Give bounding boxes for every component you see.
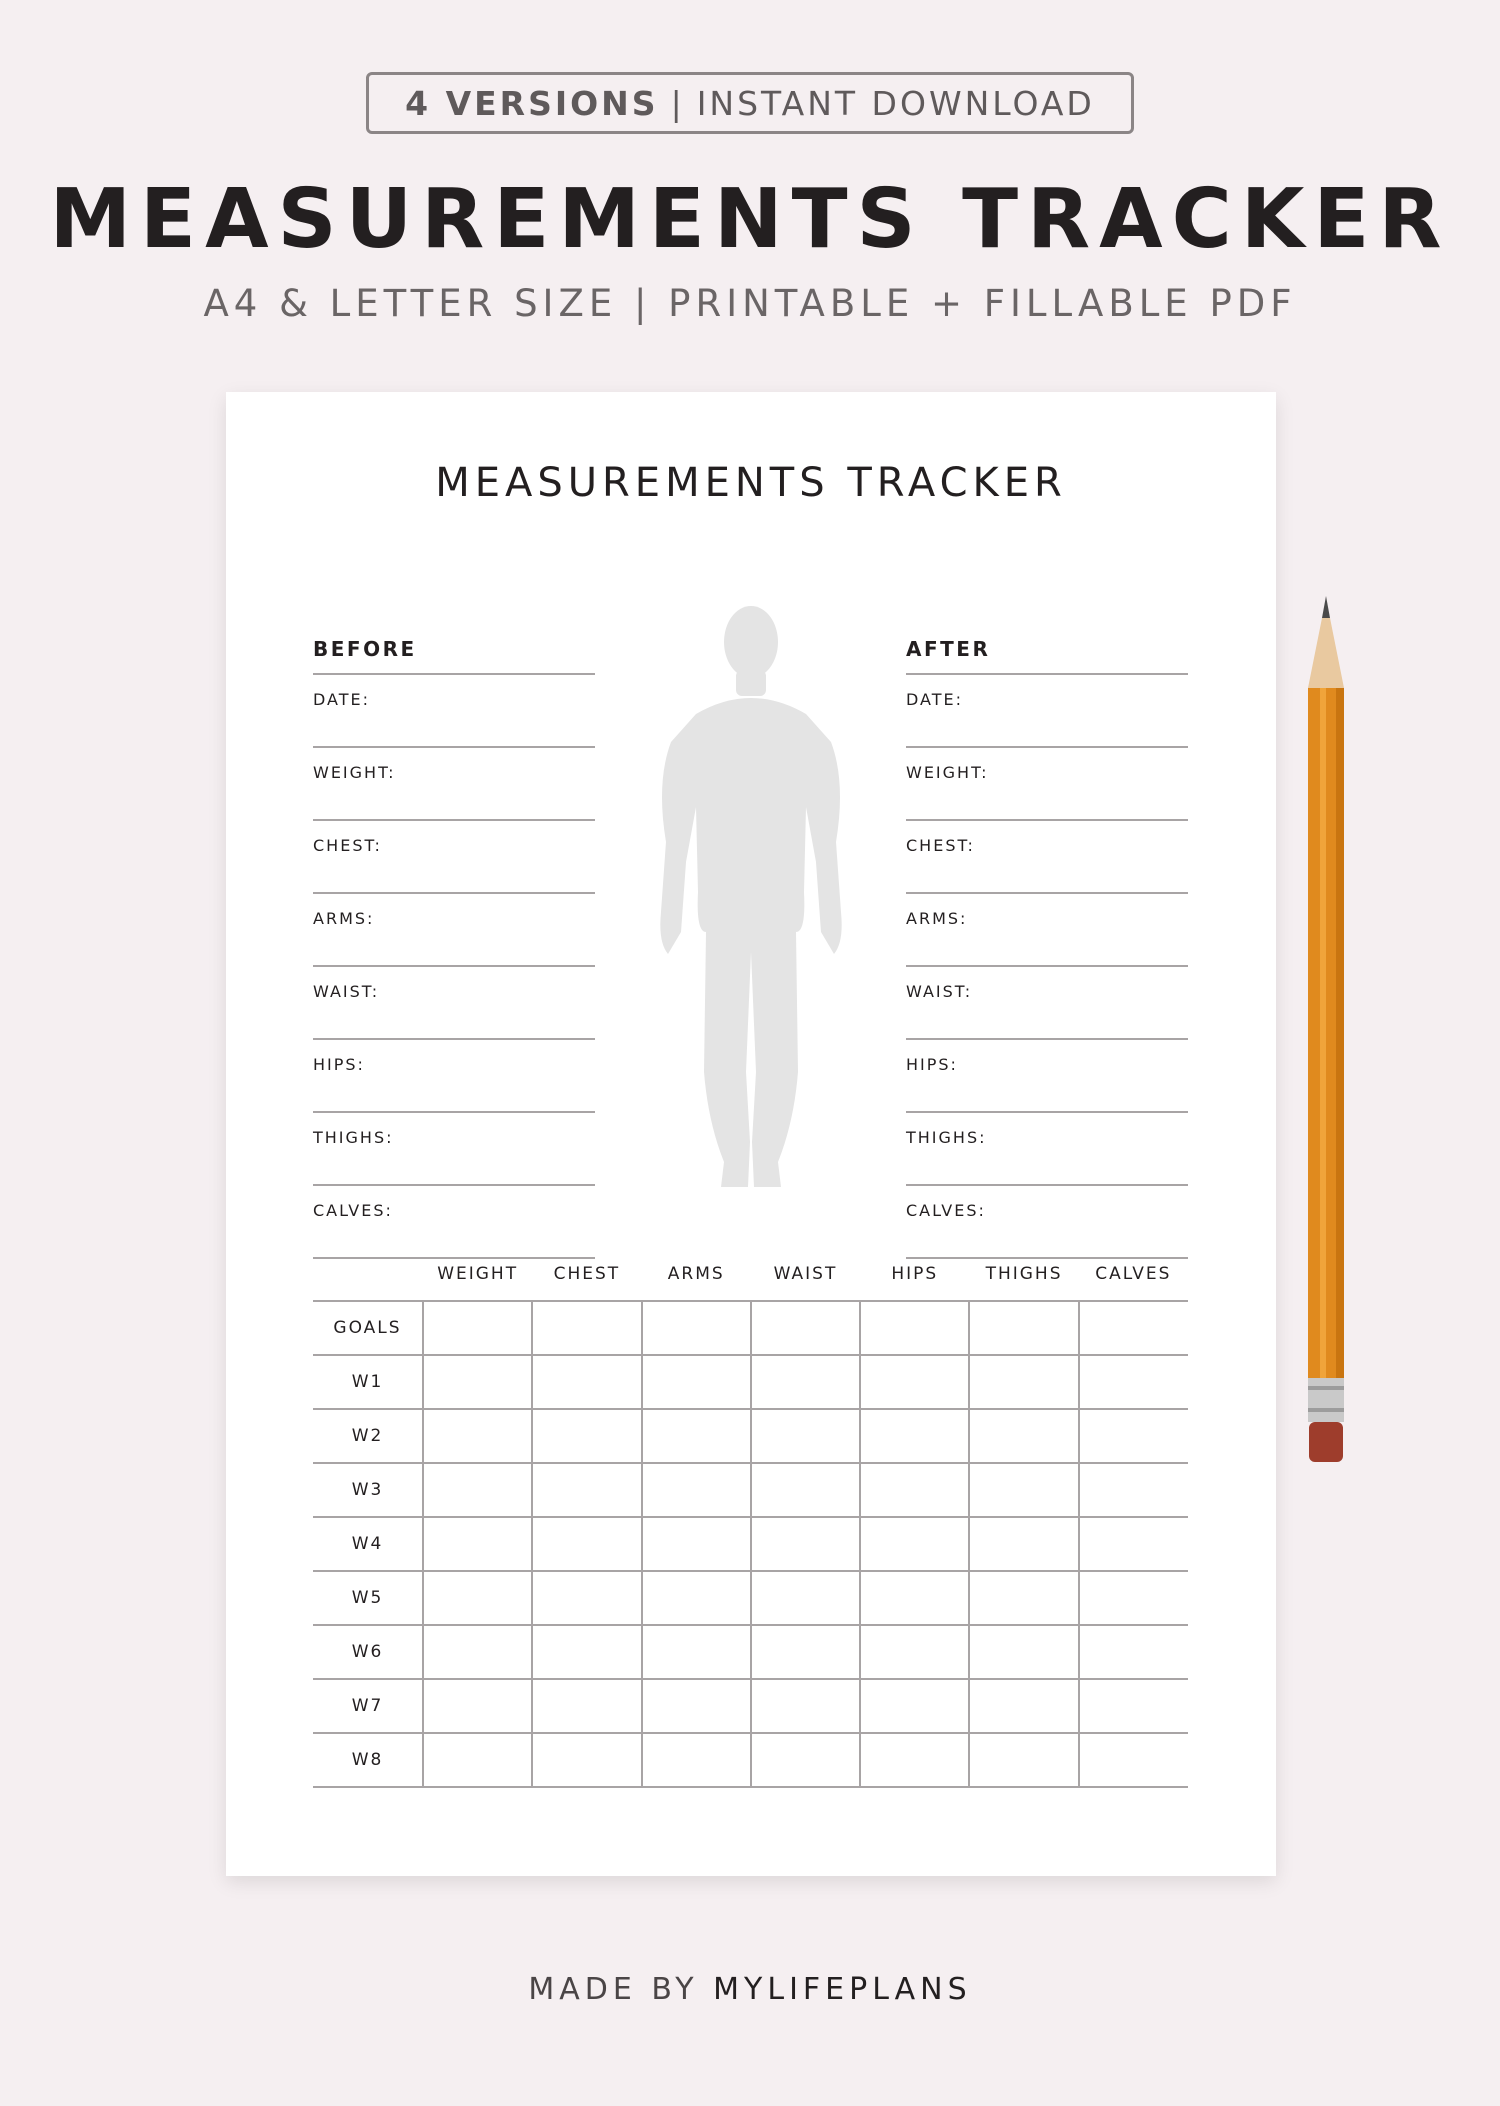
field-label: ARMS:	[906, 909, 968, 928]
before-field-weight[interactable]	[313, 748, 595, 821]
table-cell[interactable]	[423, 1355, 532, 1409]
row-label: W6	[313, 1625, 423, 1679]
table-cell[interactable]	[751, 1679, 860, 1733]
versions-badge	[366, 72, 1134, 134]
table-cell[interactable]	[423, 1517, 532, 1571]
table-cell[interactable]	[1079, 1355, 1188, 1409]
table-cell[interactable]	[860, 1679, 969, 1733]
table-cell[interactable]	[1079, 1571, 1188, 1625]
column-header-calves: CALVES	[1079, 1264, 1188, 1301]
after-field-calves[interactable]	[906, 1186, 1188, 1259]
table-cell[interactable]	[969, 1463, 1078, 1517]
table-cell[interactable]	[751, 1301, 860, 1355]
row-label: W5	[313, 1571, 423, 1625]
table-cell[interactable]	[532, 1571, 641, 1625]
table-cell[interactable]	[860, 1733, 969, 1787]
after-column	[906, 637, 1188, 1259]
table-cell[interactable]	[423, 1625, 532, 1679]
before-field-arms[interactable]	[313, 894, 595, 967]
table-row	[313, 1463, 1188, 1517]
field-label: CALVES:	[906, 1201, 986, 1220]
row-label: W4	[313, 1517, 423, 1571]
column-header-weight: WEIGHT	[423, 1264, 532, 1301]
table-row	[313, 1733, 1188, 1787]
badge-download-text: INSTANT DOWNLOAD	[696, 83, 1095, 123]
before-field-calves[interactable]	[313, 1186, 595, 1259]
row-label: GOALS	[313, 1301, 423, 1355]
table-cell[interactable]	[1079, 1301, 1188, 1355]
after-heading: AFTER	[906, 637, 1188, 675]
row-label: W2	[313, 1409, 423, 1463]
table-cell[interactable]	[860, 1517, 969, 1571]
page-title: MEASUREMENTS TRACKER	[49, 172, 1451, 267]
before-column	[313, 637, 595, 1259]
field-label: WEIGHT:	[313, 763, 396, 782]
table-cell[interactable]	[860, 1301, 969, 1355]
table-cell[interactable]	[751, 1733, 860, 1787]
table-cell[interactable]	[1079, 1733, 1188, 1787]
table-cell[interactable]	[642, 1355, 751, 1409]
field-label: CALVES:	[313, 1201, 393, 1220]
table-header-row	[313, 1264, 1188, 1301]
row-label: W8	[313, 1733, 423, 1787]
column-header-chest: CHEST	[532, 1264, 641, 1301]
footer-prefix: MADE BY	[528, 1972, 699, 2007]
field-label: DATE:	[313, 690, 371, 709]
column-header-waist: WAIST	[751, 1264, 860, 1301]
table-cell[interactable]	[969, 1733, 1078, 1787]
badge-versions-text: 4 VERSIONS	[405, 83, 659, 123]
table-row	[313, 1301, 1188, 1355]
table-row	[313, 1409, 1188, 1463]
before-field-thighs[interactable]	[313, 1113, 595, 1186]
table-cell[interactable]	[423, 1571, 532, 1625]
table-cell[interactable]	[860, 1571, 969, 1625]
table-cell[interactable]	[969, 1409, 1078, 1463]
table-cell[interactable]	[423, 1733, 532, 1787]
footer-credit	[0, 1972, 1500, 2007]
table-cell[interactable]	[532, 1301, 641, 1355]
table-cell[interactable]	[751, 1463, 860, 1517]
field-label: HIPS:	[313, 1055, 365, 1074]
table-cell[interactable]	[751, 1355, 860, 1409]
column-header-hips: HIPS	[860, 1264, 969, 1301]
table-cell[interactable]	[532, 1517, 641, 1571]
table-cell[interactable]	[751, 1409, 860, 1463]
table-cell[interactable]	[423, 1679, 532, 1733]
row-label: W1	[313, 1355, 423, 1409]
table-cell[interactable]	[1079, 1625, 1188, 1679]
table-row	[313, 1625, 1188, 1679]
table-cell[interactable]	[642, 1463, 751, 1517]
after-field-chest[interactable]	[906, 821, 1188, 894]
after-field-hips[interactable]	[906, 1040, 1188, 1113]
table-row	[313, 1355, 1188, 1409]
after-field-waist[interactable]	[906, 967, 1188, 1040]
field-label: CHEST:	[313, 836, 382, 855]
before-heading: BEFORE	[313, 637, 595, 675]
badge-separator: |	[670, 83, 685, 123]
table-cell[interactable]	[969, 1517, 1078, 1571]
before-field-chest[interactable]	[313, 821, 595, 894]
table-cell[interactable]	[969, 1625, 1078, 1679]
after-field-weight[interactable]	[906, 748, 1188, 821]
field-label: CHEST:	[906, 836, 975, 855]
row-label: W7	[313, 1679, 423, 1733]
column-header-blank	[313, 1264, 423, 1301]
tracker-sheet	[226, 392, 1276, 1876]
after-field-thighs[interactable]	[906, 1113, 1188, 1186]
field-label: DATE:	[906, 690, 964, 709]
table-cell[interactable]	[532, 1463, 641, 1517]
table-cell[interactable]	[1079, 1463, 1188, 1517]
table-cell[interactable]	[532, 1355, 641, 1409]
table-row	[313, 1679, 1188, 1733]
table-cell[interactable]	[969, 1571, 1078, 1625]
pencil-icon	[1306, 596, 1346, 1468]
after-field-date[interactable]	[906, 675, 1188, 748]
field-label: ARMS:	[313, 909, 375, 928]
page-subtitle: A4 & LETTER SIZE | PRINTABLE + FILLABLE PDF	[203, 282, 1297, 325]
table-cell[interactable]	[1079, 1409, 1188, 1463]
before-field-date[interactable]	[313, 675, 595, 748]
table-cell[interactable]	[642, 1517, 751, 1571]
field-label: THIGHS:	[906, 1128, 987, 1147]
table-cell[interactable]	[642, 1625, 751, 1679]
table-cell[interactable]	[642, 1571, 751, 1625]
table-cell[interactable]	[532, 1625, 641, 1679]
before-field-waist[interactable]	[313, 967, 595, 1040]
table-row	[313, 1517, 1188, 1571]
table-cell[interactable]	[860, 1409, 969, 1463]
table-cell[interactable]	[532, 1409, 641, 1463]
table-cell[interactable]	[642, 1733, 751, 1787]
row-label: W3	[313, 1463, 423, 1517]
table-cell[interactable]	[860, 1625, 969, 1679]
column-header-arms: ARMS	[642, 1264, 751, 1301]
before-field-hips[interactable]	[313, 1040, 595, 1113]
table-cell[interactable]	[751, 1571, 860, 1625]
table-cell[interactable]	[751, 1517, 860, 1571]
table-cell[interactable]	[860, 1355, 969, 1409]
table-cell[interactable]	[423, 1301, 532, 1355]
table-cell[interactable]	[860, 1463, 969, 1517]
table-cell[interactable]	[969, 1679, 1078, 1733]
column-header-thighs: THIGHS	[969, 1264, 1078, 1301]
table-cell[interactable]	[1079, 1517, 1188, 1571]
field-label: WEIGHT:	[906, 763, 989, 782]
table-cell[interactable]	[642, 1301, 751, 1355]
field-label: WAIST:	[313, 982, 380, 1001]
field-label: THIGHS:	[313, 1128, 394, 1147]
human-silhouette-icon	[656, 602, 846, 1194]
table-cell[interactable]	[751, 1625, 860, 1679]
table-row	[313, 1571, 1188, 1625]
table-cell[interactable]	[642, 1679, 751, 1733]
field-label: HIPS:	[906, 1055, 958, 1074]
footer-brand: MYLIFEPLANS	[713, 1972, 972, 2007]
table-cell[interactable]	[532, 1733, 641, 1787]
after-field-arms[interactable]	[906, 894, 1188, 967]
table-cell[interactable]	[423, 1463, 532, 1517]
weekly-measurement-table	[313, 1264, 1188, 1788]
field-label: WAIST:	[906, 982, 973, 1001]
table-cell[interactable]	[969, 1301, 1078, 1355]
table-cell[interactable]	[423, 1409, 532, 1463]
table-cell[interactable]	[532, 1679, 641, 1733]
table-cell[interactable]	[1079, 1679, 1188, 1733]
table-cell[interactable]	[642, 1409, 751, 1463]
sheet-title: MEASUREMENTS TRACKER	[435, 460, 1067, 506]
table-cell[interactable]	[969, 1355, 1078, 1409]
